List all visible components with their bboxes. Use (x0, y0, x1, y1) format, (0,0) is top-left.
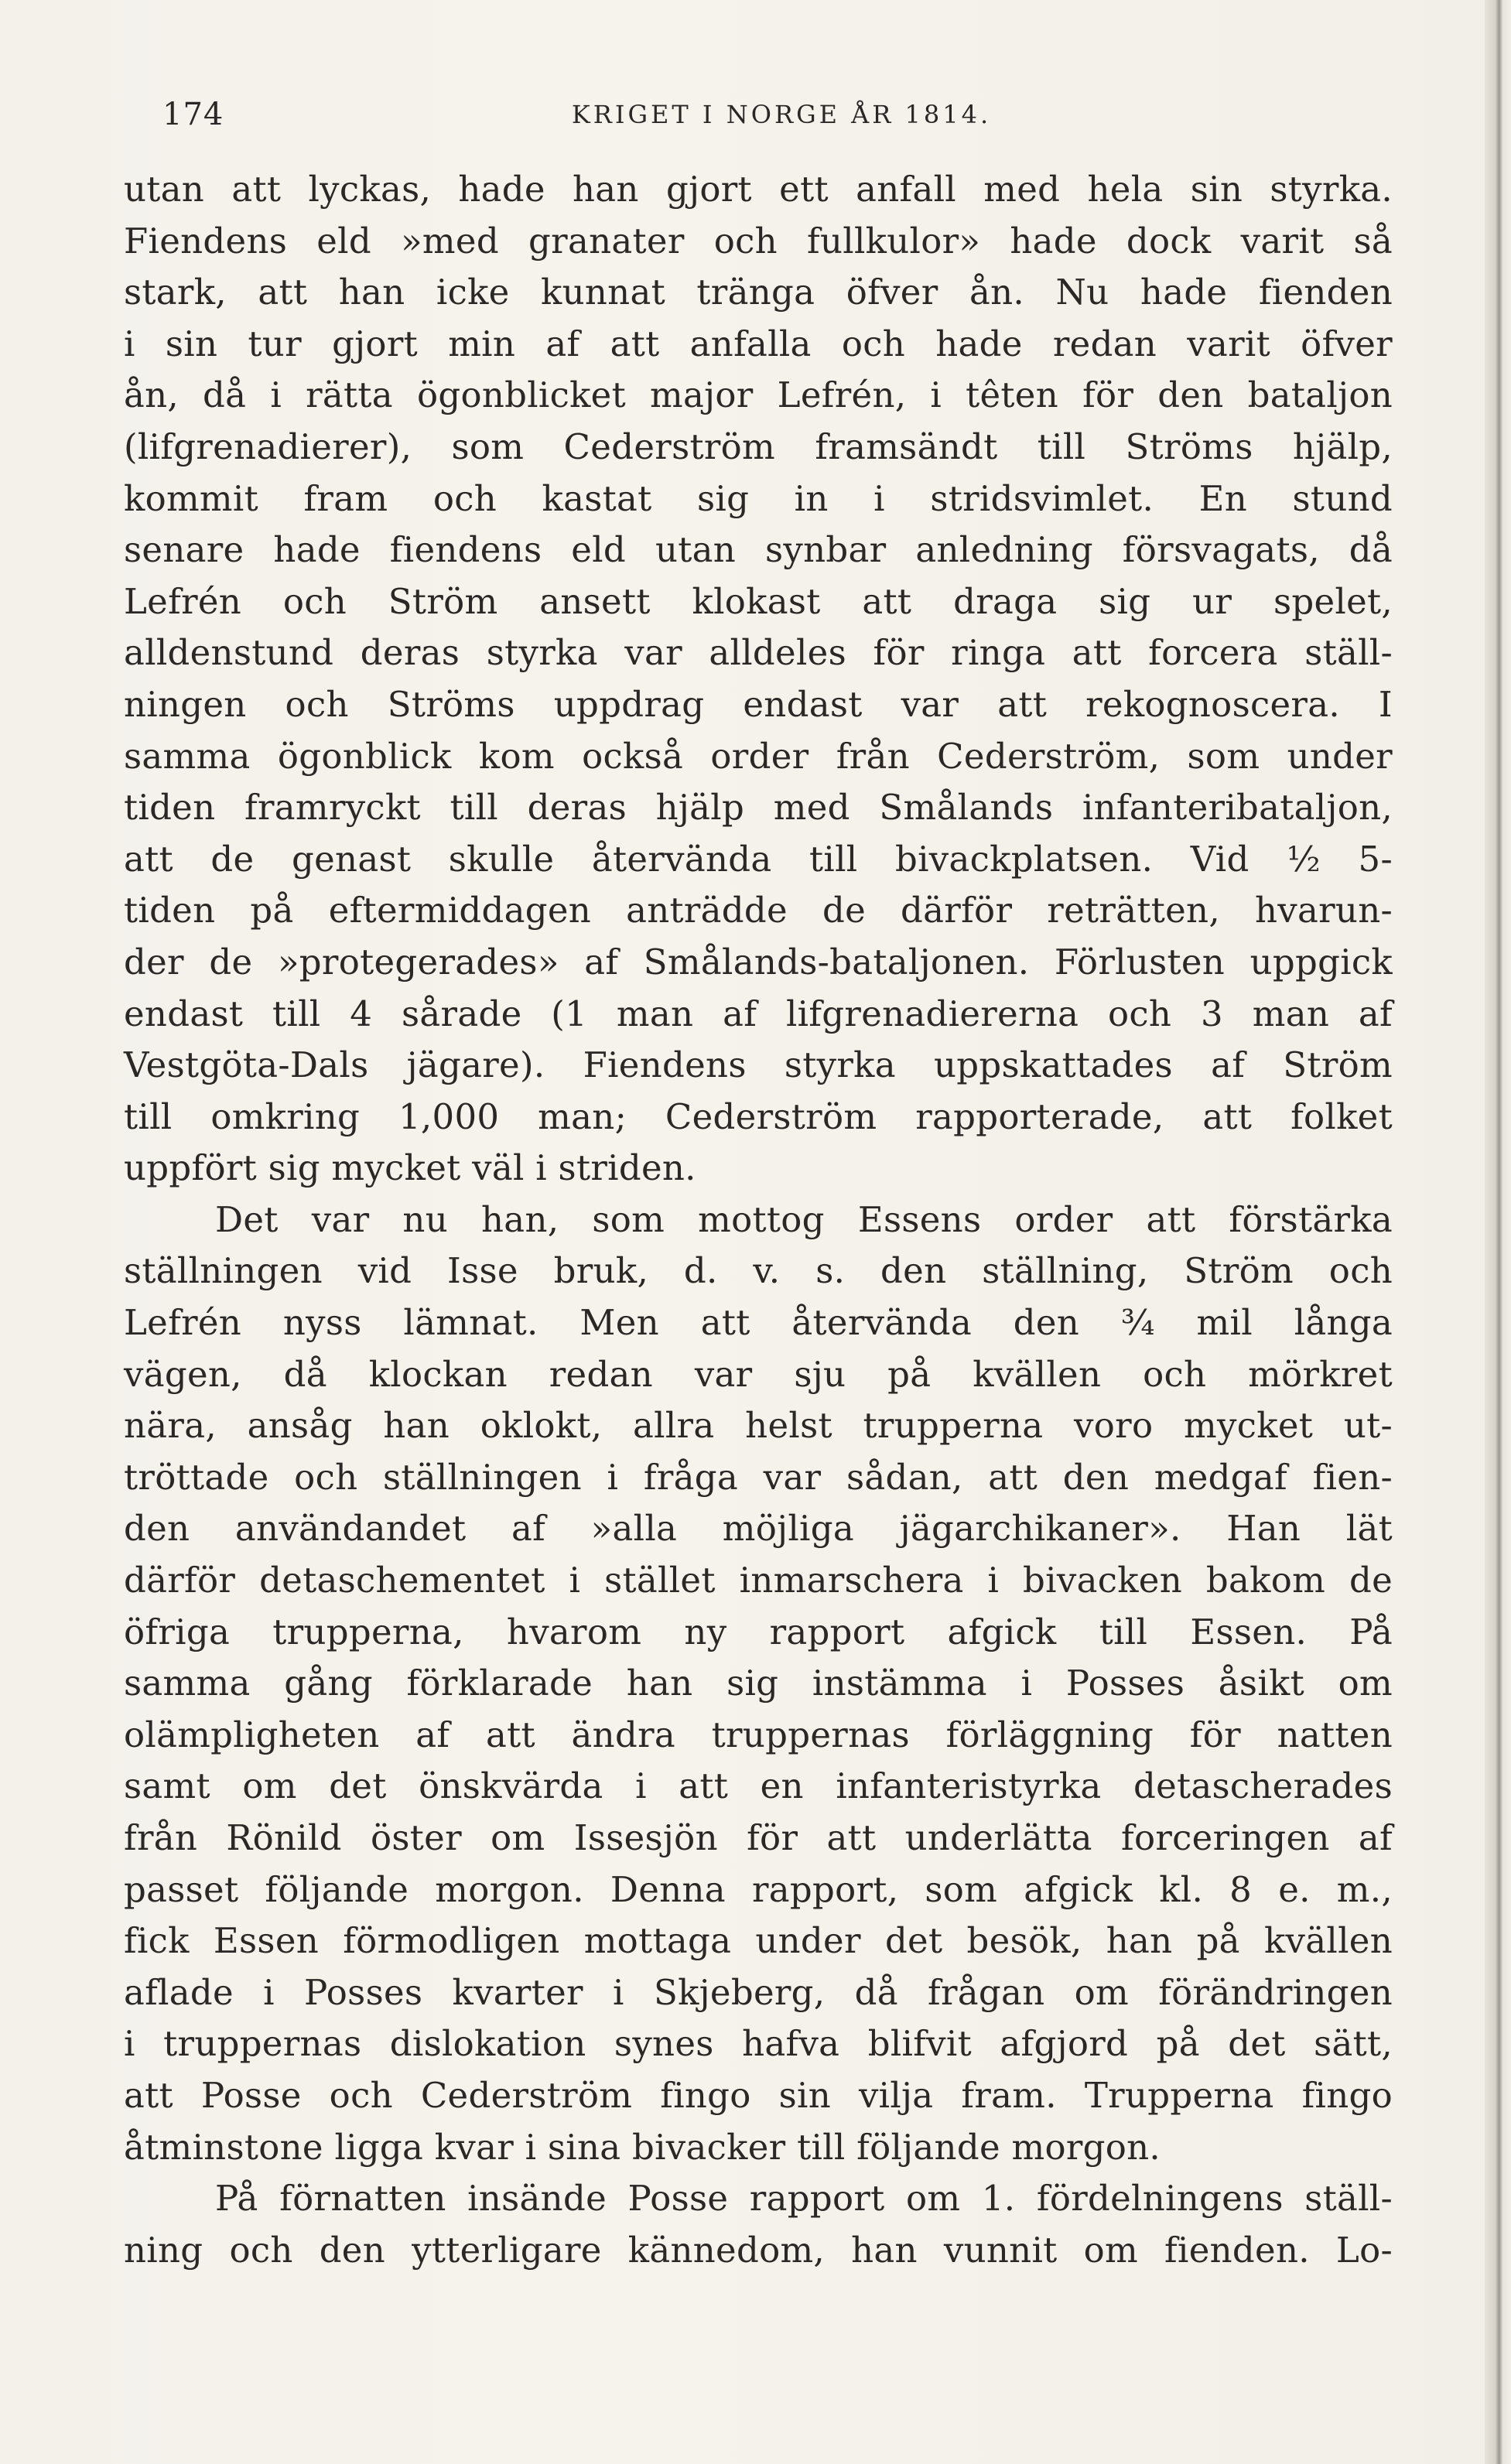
text-line: Det var nu han, som mottog Essens order att förstärka (215, 1198, 1393, 1240)
text-line: tiden framryckt till deras hjälp med Smålands infanteribataljon, (124, 787, 1393, 829)
text-line: ån, då i rätta ögonblicket major Lefrén, i têten för den bataljon (124, 374, 1393, 416)
text-line: alldenstund deras styrka var alldeles för ringa att forcera ställ- (124, 632, 1393, 674)
text-line: samt om det önskvärda i att en infanteristyrka detascherades (124, 1765, 1393, 1807)
text-line: vägen, då klockan redan var sju på kvällen och mörkret (124, 1353, 1393, 1395)
running-header (162, 91, 1393, 138)
text-line: från Rönild öster om Issesjön för att underlätta forceringen af (124, 1817, 1393, 1858)
page-binding-edge (1485, 0, 1511, 2464)
text-line: ställningen vid Isse bruk, d. v. s. den ställning, Ström och (124, 1250, 1393, 1292)
text-line: att Posse och Cederström fingo sin vilja fram. Trupperna fingo (124, 2074, 1393, 2116)
running-title: KRIGET I NORGE ÅR 1814. (571, 100, 992, 129)
text-line: Lefrén och Ström ansett klokast att draga sig ur spelet, (124, 580, 1393, 622)
text-line: endast till 4 sårade (1 man af lifgrenadiererna och 3 man af (124, 993, 1393, 1034)
text-line: (lifgrenadierer), som Cederström framsändt till Ströms hjälp, (124, 425, 1393, 467)
text-line: att de genast skulle återvända till bivackplatsen. Vid ½ 5- (124, 838, 1393, 880)
text-line: ning och den ytterligare kännedom, han vunnit om fienden. Lo- (124, 2229, 1393, 2271)
text-line: samma ögonblick kom också order från Cederström, som under (124, 735, 1393, 777)
page-number: 174 (162, 97, 224, 132)
text-line: den användandet af »alla möjliga jägarchikaner». Han lät (124, 1508, 1393, 1550)
text-line: På förnatten insände Posse rapport om 1. fördelningens ställ- (215, 2178, 1393, 2220)
text-line: därför detaschementet i stället inmarschera i bivacken bakom de (124, 1560, 1393, 1601)
text-line: stark, att han icke kunnat tränga öfver ån. Nu hade fienden (124, 272, 1393, 313)
text-line: åtminstone ligga kvar i sina bivacker till följande morgon. (124, 2126, 1161, 2168)
text-line: till omkring 1,000 man; Cederström rapporterade, att folket (124, 1095, 1393, 1137)
text-line: utan att lyckas, hade han gjort ett anfall med hela sin styrka. (124, 169, 1393, 210)
text-line: olämpligheten af att ändra truppernas förläggning för natten (124, 1714, 1393, 1755)
text-line: kommit fram och kastat sig in i stridsvimlet. En stund (124, 477, 1393, 519)
text-line: ningen och Ströms uppdrag endast var att rekognoscera. I (124, 683, 1393, 725)
text-line: Fiendens eld »med granater och fullkulor» hade dock varit så (124, 220, 1393, 261)
text-line: tröttade och ställningen i fråga var sådan, att den medgaf fien- (124, 1456, 1393, 1498)
text-line: i sin tur gjort min af att anfalla och hade redan varit öfver (124, 323, 1393, 364)
text-line: uppfört sig mycket väl i striden. (124, 1147, 696, 1189)
text-line: tiden på eftermiddagen anträdde de därför reträtten, hvarun- (124, 890, 1393, 931)
text-line: senare hade fiendens eld utan synbar anledning försvagats, då (124, 529, 1393, 571)
text-line: samma gång förklarade han sig instämma i Posses åsikt om (124, 1663, 1393, 1704)
text-line: Vestgöta-Dals jägare). Fiendens styrka uppskattades af Ström (124, 1044, 1393, 1086)
text-line: fick Essen förmodligen mottaga under det besök, han på kvällen (124, 1920, 1393, 1962)
text-line: i truppernas dislokation synes hafva blifvit afgjord på det sätt, (124, 2023, 1393, 2065)
text-line: nära, ansåg han oklokt, allra helst trupperna voro mycket ut- (124, 1405, 1393, 1447)
text-line: passet följande morgon. Denna rapport, som afgick kl. 8 e. m., (124, 1868, 1393, 1910)
body-text (124, 164, 1393, 2276)
text-line: Lefrén nyss lämnat. Men att återvända den ¾ mil långa (124, 1302, 1393, 1344)
text-line: der de »protegerades» af Smålands-bataljonen. Förlusten uppgick (124, 941, 1393, 983)
text-line: öfriga trupperna, hvarom ny rapport afgick till Essen. På (124, 1611, 1393, 1652)
text-line: aflade i Posses kvarter i Skjeberg, då frågan om förändringen (124, 1971, 1393, 2013)
